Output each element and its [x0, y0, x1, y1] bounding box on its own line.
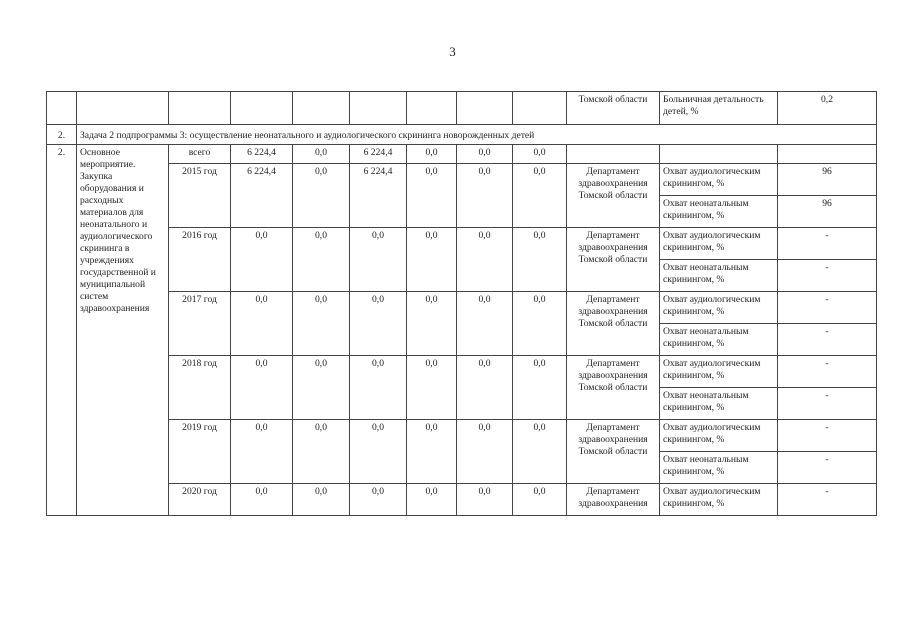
indicator-cell: Охват аудиологическим скринингом, %: [660, 356, 778, 388]
table-row: [47, 145, 877, 164]
funding-value: 0,0: [350, 420, 407, 484]
funding-value: 0,0: [293, 484, 350, 516]
indicator-cell: Охват неонатальным скринингом, %: [660, 388, 778, 420]
year-label: 2017 год: [169, 292, 231, 356]
indicator-cell: Охват аудиологическим скринингом, %: [660, 292, 778, 324]
indicator-value-cell: 96: [778, 196, 877, 228]
indicator-cell: Охват неонатальным скринингом, %: [660, 196, 778, 228]
indicator-value-cell: -: [778, 388, 877, 420]
indicator-cell: Охват неонатальным скринингом, %: [660, 452, 778, 484]
funding-value: 6 224,4: [350, 164, 407, 228]
executor-cell: Департамент здравоохранения Томской области: [567, 356, 660, 420]
funding-value: 0,0: [231, 484, 293, 516]
measure-name: Основное мероприятие. Закупка оборудования и расходных материалов для неонатального и аудиологического скрининга в учреждениях государственной и муниципальной систем здравоохранения: [77, 145, 169, 516]
funding-value: 0,0: [457, 228, 513, 292]
task-text: Задача 2 подпрограммы 3: осуществление неонатального и аудиологического скрининга новорожденных детей: [77, 125, 877, 145]
page-number: 3: [449, 44, 456, 59]
indicator-value-cell: 96: [778, 164, 877, 196]
executor-cell: [567, 145, 660, 164]
table-row: [47, 164, 877, 196]
funding-value: 0,0: [407, 145, 457, 164]
table-row: [47, 356, 877, 388]
funding-value: 0,0: [293, 228, 350, 292]
funding-value: 0,0: [457, 484, 513, 516]
year-label: 2016 год: [169, 228, 231, 292]
table-cell: [293, 92, 350, 125]
table-row: [47, 420, 877, 452]
indicator-cell: Больничная детальность детей, %: [660, 92, 778, 125]
funding-value: 0,0: [293, 292, 350, 356]
indicator-cell: Охват аудиологическим скринингом, %: [660, 420, 778, 452]
task-number: 2.: [47, 125, 77, 145]
funding-value: 6 224,4: [231, 164, 293, 228]
indicator-cell: [660, 145, 778, 164]
indicator-value-cell: -: [778, 452, 877, 484]
funding-value: 0,0: [457, 292, 513, 356]
funding-value: 0,0: [350, 228, 407, 292]
table-cell: [169, 92, 231, 125]
indicator-value-cell: -: [778, 420, 877, 452]
funding-value: 0,0: [231, 228, 293, 292]
funding-value: 0,0: [350, 484, 407, 516]
funding-value: 0,0: [513, 484, 567, 516]
funding-value: 0,0: [457, 164, 513, 228]
funding-value: 0,0: [457, 420, 513, 484]
indicator-value-cell: -: [778, 260, 877, 292]
funding-value: 0,0: [293, 164, 350, 228]
year-label: 2019 год: [169, 420, 231, 484]
program-table: [46, 91, 877, 516]
funding-value: 6 224,4: [231, 145, 293, 164]
funding-value: 0,0: [293, 145, 350, 164]
funding-value: 0,0: [513, 356, 567, 420]
funding-value: 0,0: [407, 292, 457, 356]
indicator-value-cell: -: [778, 484, 877, 516]
funding-value: 0,0: [513, 145, 567, 164]
indicator-value-cell: -: [778, 228, 877, 260]
table-row: [47, 228, 877, 260]
year-label: 2018 год: [169, 356, 231, 420]
funding-value: 0,0: [293, 356, 350, 420]
funding-value: 0,0: [350, 356, 407, 420]
table-cell: [457, 92, 513, 125]
funding-value: 0,0: [513, 164, 567, 228]
funding-value: 0,0: [231, 356, 293, 420]
funding-value: 0,0: [513, 228, 567, 292]
funding-value: 0,0: [407, 228, 457, 292]
table-cell: [77, 92, 169, 125]
executor-cell: Департамент здравоохранения Томской области: [567, 292, 660, 356]
year-label: 2015 год: [169, 164, 231, 228]
table-row: [47, 292, 877, 324]
funding-value: 0,0: [407, 356, 457, 420]
funding-value: 0,0: [457, 145, 513, 164]
funding-value: 0,0: [513, 292, 567, 356]
table-cell: [407, 92, 457, 125]
indicator-value-cell: -: [778, 292, 877, 324]
executor-cell: Томской области: [567, 92, 660, 125]
table-row: [47, 92, 877, 125]
funding-value: 0,0: [293, 420, 350, 484]
executor-cell: Департамент здравоохранения: [567, 484, 660, 516]
table-cell: [513, 92, 567, 125]
executor-cell: Департамент здравоохранения Томской области: [567, 164, 660, 228]
funding-value: 0,0: [231, 292, 293, 356]
table-cell: [231, 92, 293, 125]
indicator-value-cell: 0,2: [778, 92, 877, 125]
executor-cell: Департамент здравоохранения Томской области: [567, 228, 660, 292]
funding-value: 0,0: [231, 420, 293, 484]
measure-number: 2.: [47, 145, 77, 516]
funding-value: 0,0: [457, 356, 513, 420]
indicator-value-cell: -: [778, 324, 877, 356]
indicator-cell: Охват аудиологическим скринингом, %: [660, 228, 778, 260]
indicator-cell: Охват аудиологическим скринингом, %: [660, 164, 778, 196]
indicator-cell: Охват неонатальным скринингом, %: [660, 260, 778, 292]
funding-value: 0,0: [350, 292, 407, 356]
funding-value: 0,0: [513, 420, 567, 484]
task-row: [47, 125, 877, 145]
funding-value: 0,0: [407, 484, 457, 516]
indicator-cell: Охват неонатальным скринингом, %: [660, 324, 778, 356]
table-cell: [350, 92, 407, 125]
funding-value: 0,0: [407, 164, 457, 228]
table-row: [47, 484, 877, 516]
year-label: всего: [169, 145, 231, 164]
funding-value: 0,0: [407, 420, 457, 484]
executor-cell: Департамент здравоохранения Томской области: [567, 420, 660, 484]
indicator-value-cell: -: [778, 356, 877, 388]
table-cell: [47, 92, 77, 125]
year-label: 2020 год: [169, 484, 231, 516]
indicator-cell: Охват аудиологическим скринингом, %: [660, 484, 778, 516]
funding-value: 6 224,4: [350, 145, 407, 164]
indicator-value-cell: [778, 145, 877, 164]
